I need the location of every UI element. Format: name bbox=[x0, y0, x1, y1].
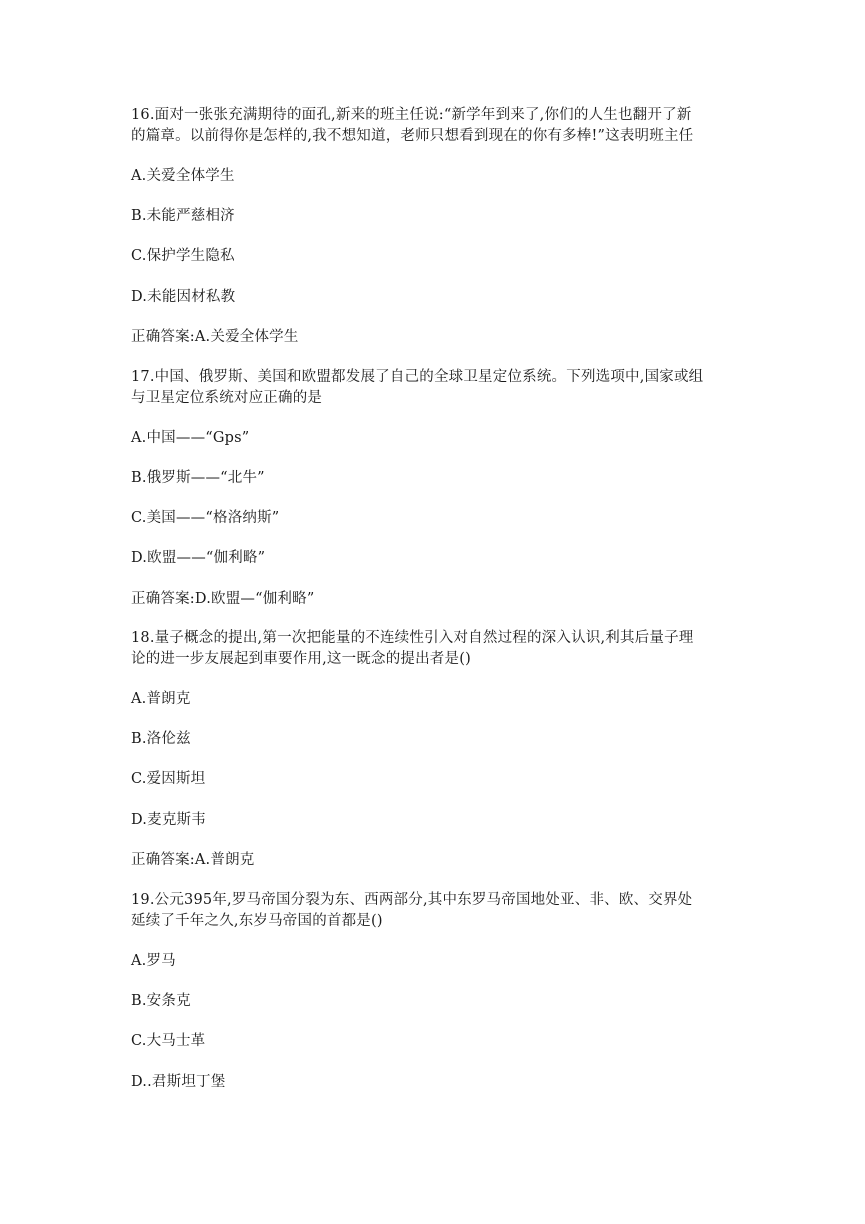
question-17-option-c: C.美国——“格洛纳斯” bbox=[131, 510, 280, 526]
question-18-stem-line-2: 论的进一步友展起到車要作用,这一既念的提出者是() bbox=[131, 651, 471, 667]
question-16-option-a: A.关爱全体学生 bbox=[131, 168, 235, 184]
question-19-stem-line-1: 19.公元395年,罗马帝国分裂为东、西两部分,其中东罗马帝国地处亚、非、欧、交界处 bbox=[131, 892, 693, 908]
question-17-answer: 正确答案:D.欧盟—“伽利略” bbox=[131, 591, 315, 607]
question-19-stem-line-2: 延续了千年之久,东岁马帝国的首都是() bbox=[131, 913, 383, 929]
question-17-stem-line-2: 与卫星定位系统对应正确的是 bbox=[131, 390, 323, 406]
question-16-option-c: C.保护学生隐私 bbox=[131, 248, 235, 264]
question-18-option-b: B.洛伦兹 bbox=[131, 731, 191, 747]
question-19-option-d: D..君斯坦丁堡 bbox=[131, 1074, 226, 1090]
question-18-option-d: D.麦克斯韦 bbox=[131, 812, 206, 828]
question-16-stem-line-1: 16.面对一张张充满期待的面孔,新来的班主任说:“新学年到来了,你们的人生也翻开了新 bbox=[131, 107, 692, 123]
question-18-option-c: C.爱因斯坦 bbox=[131, 771, 206, 787]
question-17-option-d: D.欧盟——“伽利略” bbox=[131, 550, 266, 566]
question-18-option-a: A.普朗克 bbox=[131, 691, 191, 707]
question-19-option-a: A.罗马 bbox=[131, 953, 176, 969]
question-18-stem-line-1: 18.量子概念的提出,第一次把能量的不连续性引入对自然过程的深入认识,利其后量子理 bbox=[131, 630, 694, 646]
question-17-option-a: A.中国——“Gps” bbox=[131, 430, 250, 446]
question-16-stem-line-2: 的篇章。以前得你是怎样的,我不想知道，老师只想看到现在的你有多棒!”这表明班主任 bbox=[131, 128, 694, 144]
question-19-option-b: B.安条克 bbox=[131, 993, 191, 1009]
question-16-answer: 正确答案:A.关爱全体学生 bbox=[131, 329, 299, 345]
question-17-stem-line-1: 17.中国、俄罗斯、美国和欧盟都发展了自己的全球卫星定位系统。下列选项中,国家或组 bbox=[131, 369, 704, 385]
question-18-answer: 正确答案:A.普朗克 bbox=[131, 852, 255, 868]
question-19-option-c: C.大马士革 bbox=[131, 1033, 206, 1049]
question-16-option-b: B.未能严慈相济 bbox=[131, 208, 235, 224]
question-16-option-d: D.未能因材私教 bbox=[131, 289, 236, 305]
question-17-option-b: B.俄罗斯——“北牛” bbox=[131, 470, 265, 486]
